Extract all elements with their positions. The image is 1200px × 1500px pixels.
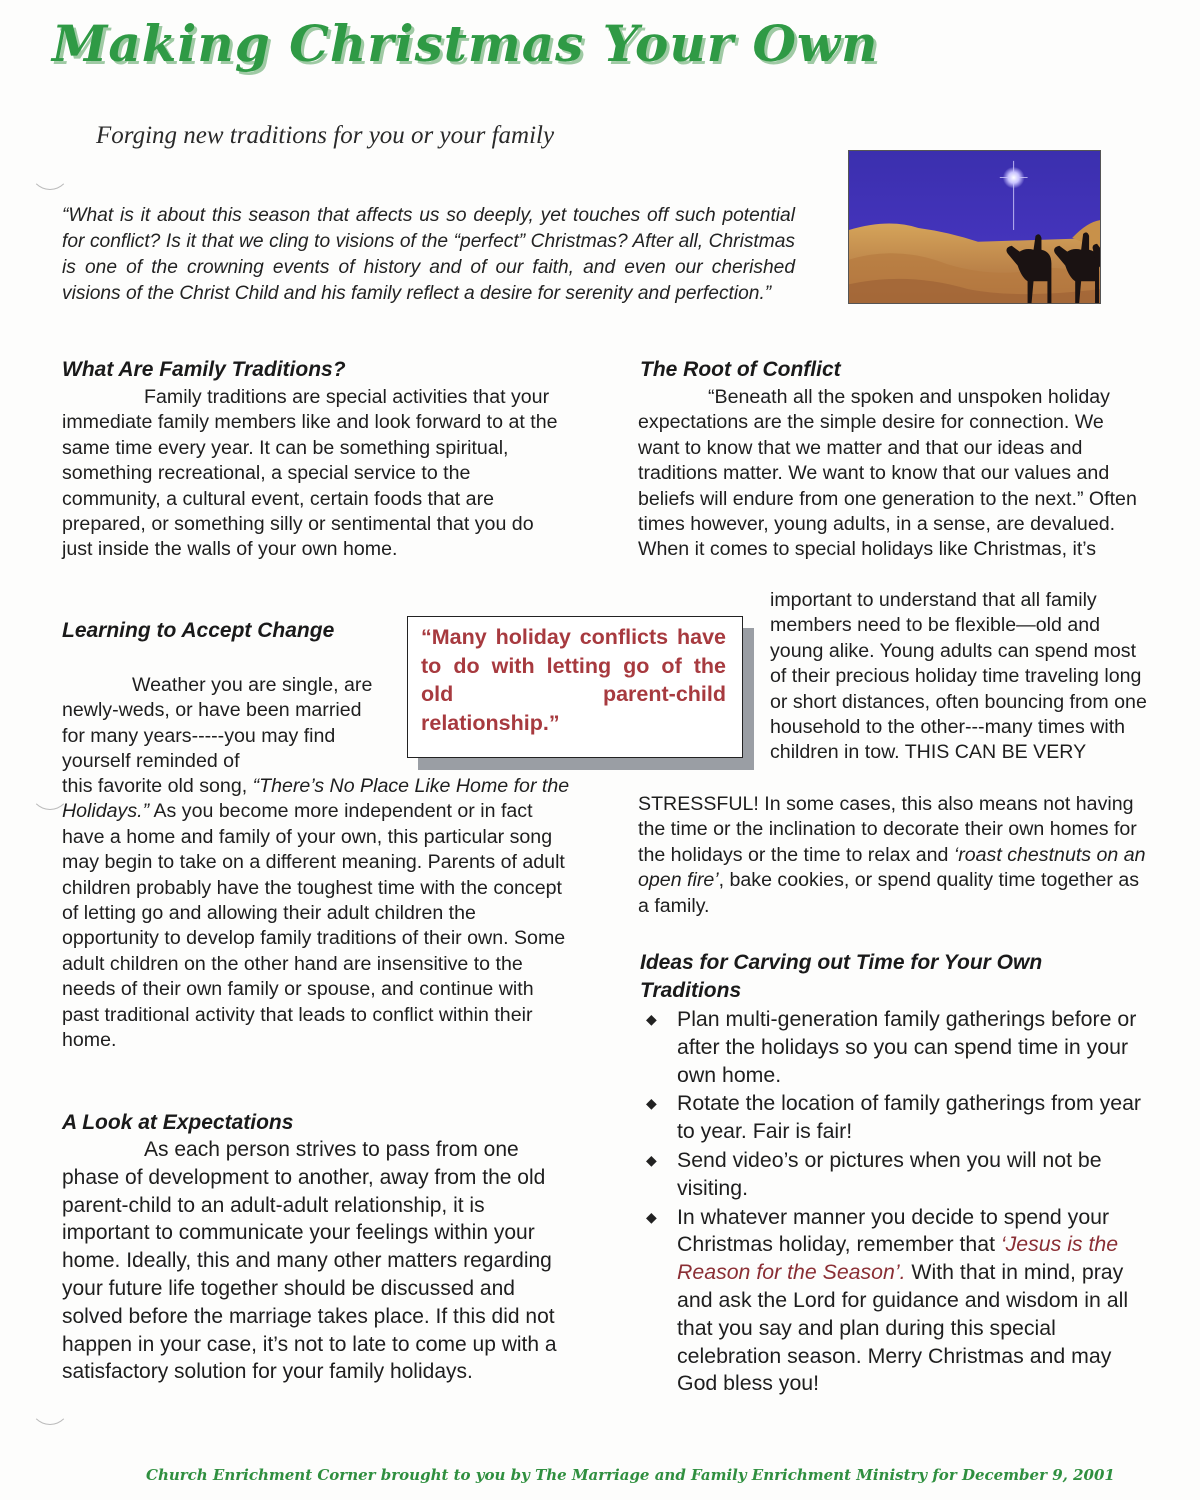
- accept-change-lead-text: Weather you are single, are newly-weds, or have been married for many years-----you may find yourself reminded of: [62, 674, 373, 773]
- list-item: [640, 1006, 1150, 1089]
- list-item: [640, 1204, 1150, 1399]
- heading-expectations: A Look at Expectations: [62, 1111, 294, 1134]
- footer-credit: Church Enrichment Corner brought to you by The Marriage and Family Enrichment Ministry for December 9, 2001: [146, 1466, 1115, 1484]
- root-conflict-text-wrap: important to understand that all family members need to be flexible—old and young alike. Young adults can spend most of their precious holiday time traveling long or short distances, often bouncing from one household to the other---many times with children in tow. THIS CAN BE VERY: [770, 589, 1147, 764]
- highlight-phrase: ‘Jesus is the Reason for the Season’.: [677, 1232, 1119, 1285]
- expectations-text: As each person strives to pass from one phase of development to another, away from the old parent-child to an adult-adult relationship, it is important to communicate your feelings within your home. Ideally, this and many other matters regarding your future life together should be discussed and solved before the marriage takes place. If this did not happen in your case, it’s not to late to come up with a satisfactory solution for your family holidays.: [62, 1138, 557, 1384]
- expectations-body: [62, 1136, 572, 1386]
- scan-hole-mark: [30, 1385, 70, 1425]
- ideas-list: [640, 1006, 1150, 1399]
- diamond-bullet-icon: ◆: [646, 1208, 657, 1225]
- nativity-desert-icon: [849, 151, 1100, 303]
- diamond-bullet-icon: ◆: [646, 1151, 657, 1168]
- page-title: Making Christmas Your Own: [52, 14, 879, 73]
- idea-text: Rotate the location of family gatherings from year to year. Fair is fair!: [677, 1091, 1142, 1144]
- page-subtitle: Forging new traditions for you or your family: [96, 122, 555, 149]
- idea-text: Plan multi-generation family gatherings before or after the holidays so you can spend time in your own home.: [677, 1007, 1137, 1087]
- list-item: [640, 1147, 1150, 1203]
- accept-change-text-post: As you become more independent or in fact have a home and family of your own, this particular song may begin to take on a different meaning. Parents of adult children probably have the toughest time with the concept of letting go and allowing their adult children the opportunity to develop family traditions of their own. Some adult children on the other hand are insensitive to the needs of their own family or spouse, and continue with past traditional activity that leads to conflict within their home.: [62, 800, 566, 1052]
- song-phrase: ‘roast chestnuts on an open fire’: [638, 843, 1146, 892]
- accept-change-lead: [62, 673, 380, 775]
- heading-family-traditions: What Are Family Traditions?: [62, 358, 346, 381]
- list-item: [640, 1090, 1150, 1146]
- intro-quote: “What is it about this season that affects us so deeply, yet touches off such potential for conflict? Is it that we cling to visions of the “perfect” Christmas? After all, Christmas is one of the crowning events of history and of our faith, and even our cherished visions of the Christ Child and his family reflect a desire for serenity and perfection.”: [62, 205, 795, 304]
- accept-change-body: [62, 774, 572, 1053]
- root-conflict-text-bottom-pre: STRESSFUL! In some cases, this also means not having the time or the inclination to decorate their own homes for the holidays or the time to relax and: [638, 793, 1137, 866]
- family-traditions-body: [62, 385, 562, 563]
- diamond-bullet-icon: ◆: [646, 1095, 657, 1112]
- heading-ideas: Ideas for Carving out Time for Your Own Traditions: [640, 951, 1043, 1002]
- root-conflict-body-top: [638, 385, 1138, 563]
- root-conflict-text-bottom-post: , bake cookies, or spend quality time together as a family.: [638, 869, 1140, 917]
- idea-text-post: With that in mind, pray and ask the Lord for guidance and wisdom in all that you say and plan during this special celebration season. Merry Christmas and may God bless you!: [677, 1260, 1129, 1396]
- family-traditions-text: Family traditions are special activities that your immediate family members like and look forward to at the same time every year. It can be something spiritual, something recreational, a special service to the community, a cultural event, certain foods that are prepared, or something silly or sentimental that you do just inside the walls of your own home.: [62, 386, 558, 561]
- root-conflict-body-bottom: [638, 792, 1153, 919]
- diamond-bullet-icon: ◆: [646, 1011, 657, 1027]
- scan-hole-mark: [30, 150, 70, 190]
- accept-change-text-pre: this favorite old song,: [62, 775, 253, 797]
- root-conflict-body-wrap: [770, 588, 1155, 766]
- idea-text: Send video’s or pictures when you will not be visiting.: [677, 1147, 1102, 1200]
- heading-root-conflict: The Root of Conflict: [640, 358, 841, 381]
- idea-text-pre: In whatever manner you decide to spend your Christmas holiday, remember that: [677, 1204, 1110, 1257]
- heading-accept-change: Learning to Accept Change: [62, 619, 335, 642]
- song-title: “There’s No Place Like Home for the Holidays.”: [62, 775, 570, 823]
- root-conflict-text-top: “Beneath all the spoken and unspoken holiday expectations are the simple desire for connection. We want to know that we matter and that our ideas and traditions matter. We want to know that our values and beliefs will endure from one generation to the next.” Often times however, young adults, in a sense, are devalued. When it comes to special holidays like Christmas, it’s: [638, 386, 1137, 561]
- wise-men-camels-star-illustration: [848, 150, 1101, 304]
- pull-quote: “Many holiday conflicts have to do with letting go of the old parent-child relationship.”: [407, 616, 743, 758]
